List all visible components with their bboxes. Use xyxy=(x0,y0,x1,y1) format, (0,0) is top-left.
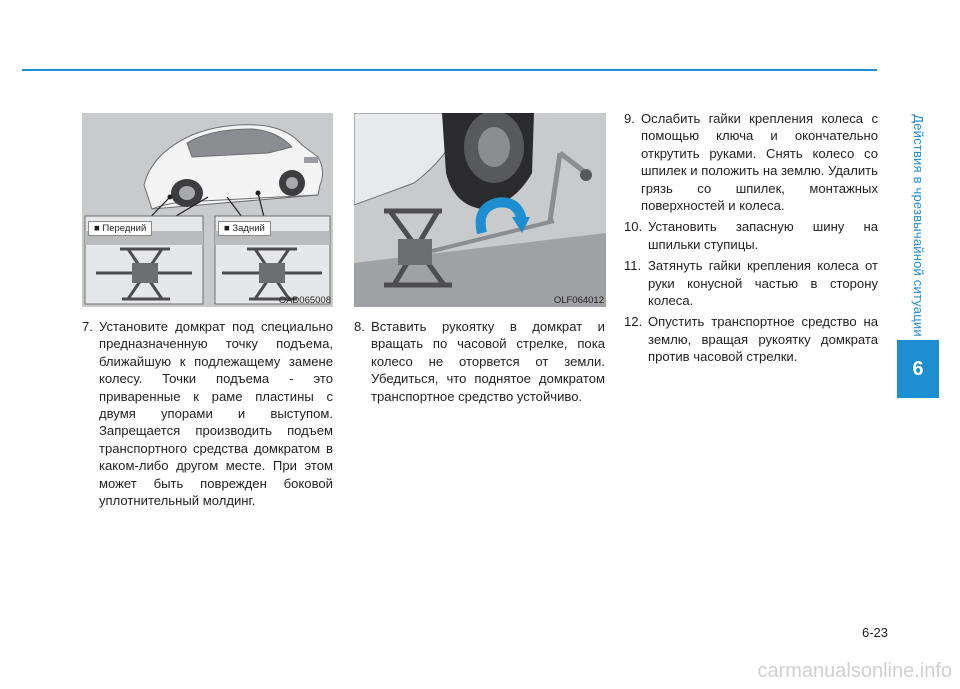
figure-jack-points xyxy=(82,113,333,307)
step-number: 11. xyxy=(624,258,642,274)
watermark: carmanualsonline.info xyxy=(757,660,952,682)
column-right xyxy=(624,110,878,370)
step-text: Затянуть гайки крепления колеса от руки конусной частью в сторону колеса. xyxy=(648,258,878,309)
step-text: Вставить рукоятку в домкрат и вращать по часовой стрелке, пока колесо не оторвется от земли. Убедиться, что поднятое домкратом транспортное средство устойчиво. xyxy=(371,319,605,404)
step-text: Опустить транспортное средство на землю, вращая рукоятку домкрата против часовой стрелки. xyxy=(648,314,878,365)
chapter-tab[interactable]: 6 xyxy=(897,340,939,398)
step-11 xyxy=(624,257,878,309)
step-7 xyxy=(82,318,333,509)
step-10 xyxy=(624,218,878,253)
jack-points-illustration xyxy=(82,113,333,307)
page-number: 6-23 xyxy=(861,625,888,640)
column-middle xyxy=(354,318,605,409)
figure-code: OLF064012 xyxy=(553,295,604,306)
step-8 xyxy=(354,318,605,405)
header-rule xyxy=(22,69,877,71)
front-jack-point-label: ■ Передний xyxy=(88,221,152,236)
step-text: Установить запасную шину на шпильки ступицы. xyxy=(648,219,878,252)
step-text: Установите домкрат под специально предназначенную точку подъема, ближайшую к подлежащему замене колесу. Точки подъема - это приваренные к раме пластины с двумя упорами и выступом. Запрещается производить подъем транспортного средства домкратом в каком-либо другом месте. При этом может быть поврежден боковой уплотнительный молдинг. xyxy=(99,319,333,509)
step-number: 8. xyxy=(354,319,365,334)
step-number: 12. xyxy=(624,314,643,330)
step-12 xyxy=(624,313,878,365)
jack-handle-illustration xyxy=(354,113,606,307)
section-title: Действия в чрезвычайной ситуации xyxy=(910,113,926,337)
column-left xyxy=(82,318,333,513)
step-number: 9. xyxy=(624,111,635,126)
rear-jack-point-label: ■ Задний xyxy=(218,221,271,236)
figure-code: OAD065008 xyxy=(278,295,331,306)
step-number: 10. xyxy=(624,219,643,235)
step-9 xyxy=(624,110,878,214)
step-number: 7. xyxy=(82,319,93,334)
figure-jack-handle xyxy=(354,113,606,307)
step-text: Ослабить гайки крепления колеса с помощью ключа и окончательно открутить руками. Снять колесо со шпилек и положить на землю. Удалить грязь со шпилек, монтажных поверхностей и колеса. xyxy=(641,111,878,214)
section-title-vertical xyxy=(903,100,933,350)
